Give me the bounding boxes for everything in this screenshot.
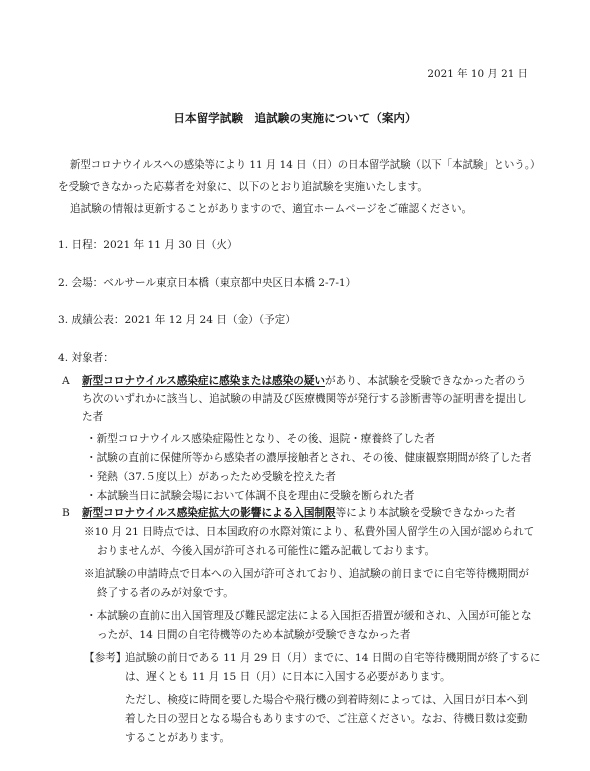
venue-item: 2. 会場：ベルサール東京日本橋（東京都中央区日本橋 2-7-1） [58, 277, 357, 289]
section-b-marker: B [62, 507, 70, 519]
section-b-lead-emphasis: 新型コロナウイルス感染症拡大の影響による入国制限 [82, 507, 336, 519]
intro-line: 追試験の情報は更新することがありますので、適宜ホームページをご確認ください。 [70, 203, 473, 215]
eligibility-heading: 4. 対象者： [58, 352, 114, 364]
section-a-marker: A [62, 375, 70, 387]
section-b-lead [82, 506, 516, 520]
reference-label: 【参考】 [84, 652, 127, 664]
reference-line: ただし、検疫に時間を要した場合や飛行機の到着時刻によっては、入国日が日本へ到 [125, 694, 528, 706]
intro-line: 新型コロナウイルスへの感染等により 11 月 14 日（日）の日本留学試験（以下「本試験」という。） [70, 159, 541, 171]
schedule-item: 1. 日程：2021 年 11 月 30 日（火） [58, 239, 238, 251]
reference-line: 追試験の前日である 11 月 29 日（月）までに、14 日間の自宅等待機期間が終了するに [125, 652, 541, 664]
section-b-note: おりませんが、今後入国が許可される可能性に鑑み記載しております。 [97, 545, 436, 557]
section-a-lead-emphasis: 新型コロナウイルス感染症に感染または感染の疑い [82, 375, 326, 387]
reference-line: することがあります。 [125, 732, 231, 744]
document-title: 日本留学試験 追試験の実施について（案内） [173, 111, 417, 125]
section-a-line: ち次のいずれかに該当し、追試験の申請及び医療機関等が発行する診断書等の証明書を提出し [82, 393, 527, 405]
results-item: 3. 成績公表：2021 年 12 月 24 日（金）（予定） [58, 314, 296, 326]
section-b-note: 終了する者のみが対象です。 [97, 587, 234, 599]
intro-line: を受験できなかった応募者を対象に、以下のとおり追試験を実施いたします。 [58, 181, 428, 193]
section-a-bullet: ・本試験当日に試験会場において体調不良を理由に受験を断られた者 [86, 490, 415, 502]
section-b-note: ・本試験の直前に出入国管理及び難民認定法による入国拒否措置が緩和され、入国が可能とな [86, 610, 532, 622]
reference-line: は、遅くとも 11 月 15 日（月）に日本に入国する必要があります。 [125, 671, 451, 683]
document-date: 2021 年 10 月 21 日 [427, 68, 528, 80]
section-b-lead-rest: 等により本試験を受験できなかった者 [335, 507, 516, 519]
section-a-lead [82, 374, 526, 388]
section-a-bullet: ・新型コロナウイルス感染症陽性となり、その後、退院・療養終了した者 [86, 433, 435, 445]
section-a-bullet: ・試験の直前に保健所等から感染者の濃厚接触者とされ、その後、健康観察期間が終了した者 [86, 452, 532, 464]
section-a-bullet: ・発熱（37.５度以上）があったため受験を控えた者 [86, 471, 336, 483]
section-a-lead-rest: があり、本試験を受験できなかった者のう [325, 375, 527, 387]
section-b-note: ※10 月 21 日時点では、日本国政府の水際対策により、私費外国人留学生の入国が認められて [84, 526, 535, 538]
section-b-note: ※追試験の申請時点で日本への入国が許可されており、追試験の前日までに自宅等待機期間が [84, 568, 529, 580]
reference-line: 着した日の翌日となる場合もありますので、ご注意ください。なお、待機日数は変動 [125, 713, 528, 725]
section-b-note: ったが、14 日間の自宅待機等のため本試験が受験できなかった者 [97, 629, 411, 641]
section-a-line: た者 [82, 411, 104, 423]
